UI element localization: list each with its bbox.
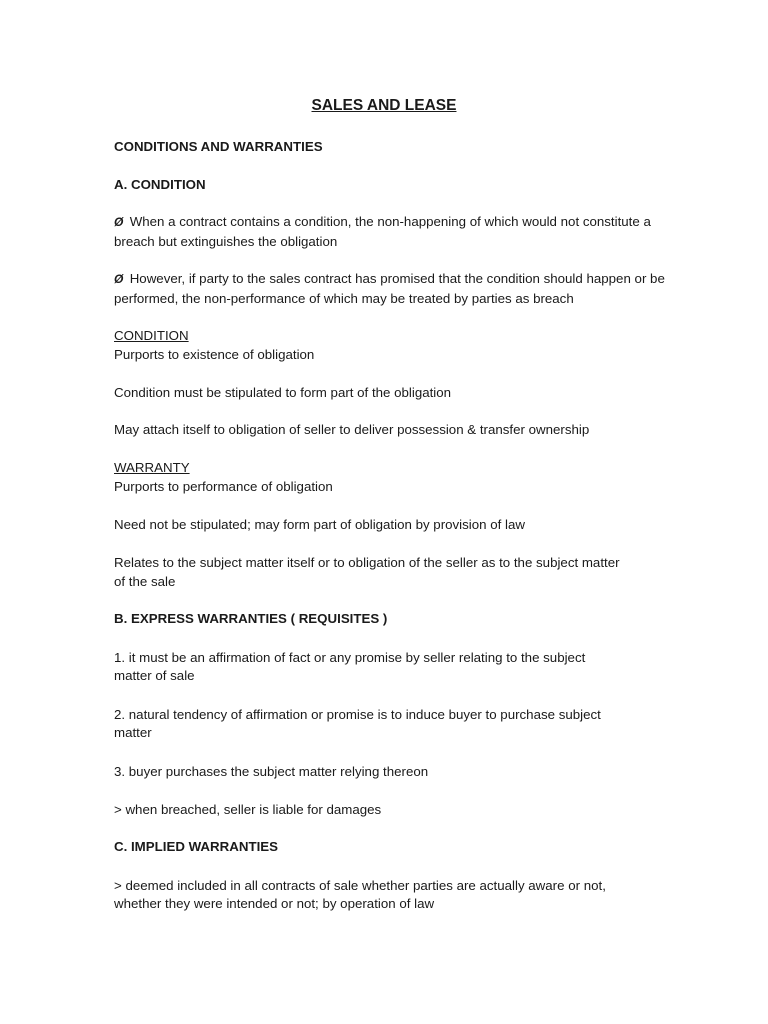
section-a-bullet-1 — [114, 212, 674, 251]
section-b-item-1-line-2: matter of sale — [114, 668, 195, 683]
section-c-heading: C. IMPLIED WARRANTIES — [114, 839, 278, 854]
warranty-paragraph-3-line-2: of the sale — [114, 574, 176, 589]
section-b-item-2-line-1: 2. natural tendency of affirmation or promise is to induce buyer to purchase subject — [114, 707, 601, 722]
condition-paragraph-2: Condition must be stipulated to form part of the obligation — [114, 385, 452, 400]
section-b-item-1-line-1: 1. it must be an affirmation of fact or any promise by seller relating to the subject — [114, 650, 586, 665]
section-b-heading: B. EXPRESS WARRANTIES ( REQUISITES ) — [114, 611, 388, 626]
warranty-paragraph-2: Need not be stipulated; may form part of obligation by provision of law — [114, 517, 525, 532]
section-a-heading: A. CONDITION — [114, 177, 206, 192]
bullet-1-text: When a contract contains a condition, the non-happening of which would not constitute a breach but extinguishes the obligation — [114, 214, 651, 249]
bullet-icon: Ø — [114, 215, 124, 229]
section-b-item-3: 3. buyer purchases the subject matter relying thereon — [114, 764, 429, 779]
document-title: SALES AND LEASE — [311, 97, 457, 114]
bullet-icon: Ø — [114, 272, 124, 286]
warranty-paragraph-1: Purports to performance of obligation — [114, 479, 333, 494]
condition-paragraph-3: May attach itself to obligation of seller to deliver possession & transfer ownership — [114, 422, 590, 437]
condition-label: CONDITION — [114, 328, 189, 343]
section-b-note: > when breached, seller is liable for damages — [114, 802, 382, 817]
section-b-item-2-line-2: matter — [114, 725, 152, 740]
section-c-note-line-2: whether they were intended or not; by operation of law — [114, 896, 435, 911]
warranty-label: WARRANTY — [114, 460, 190, 475]
section-heading: CONDITIONS AND WARRANTIES — [114, 139, 323, 154]
bullet-2-text: However, if party to the sales contract has promised that the condition should happen or be performed, the non-performance of which may be treated by parties as breach — [114, 271, 665, 306]
warranty-paragraph-3-line-1: Relates to the subject matter itself or to obligation of the seller as to the subject matter — [114, 555, 620, 570]
section-c-note-line-1: > deemed included in all contracts of sale whether parties are actually aware or not, — [114, 878, 606, 893]
section-a-bullet-2 — [114, 269, 674, 308]
condition-paragraph-1: Purports to existence of obligation — [114, 347, 315, 362]
